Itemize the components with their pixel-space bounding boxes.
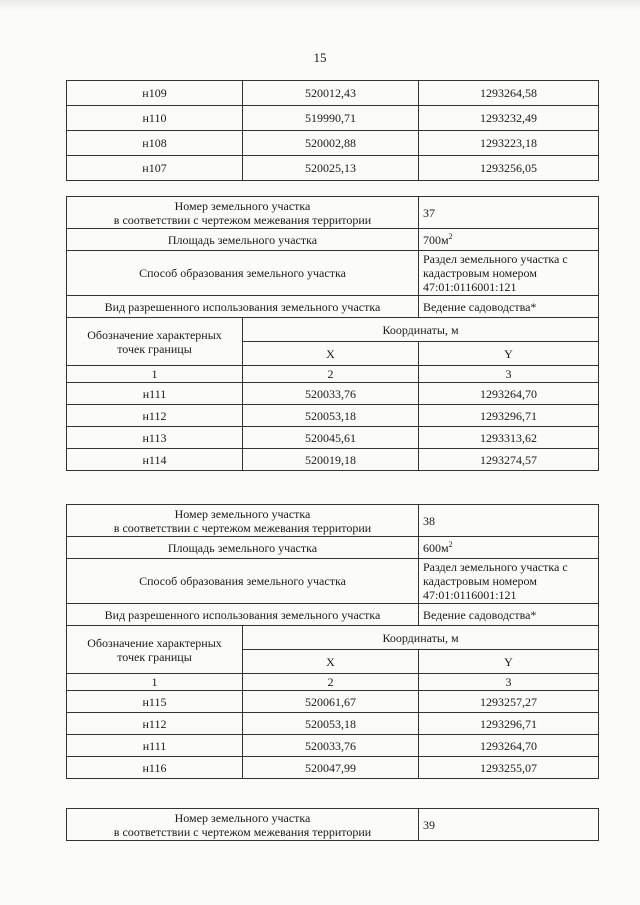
- table-row: [67, 449, 599, 471]
- x-header: X: [243, 650, 419, 674]
- x-cell: 520012,43: [243, 81, 419, 106]
- y-cell: 1293313,62: [419, 427, 599, 449]
- area-label: Площадь земельного участка: [67, 229, 419, 251]
- column-number-row: [67, 366, 599, 383]
- coordinates-table-continued: [66, 80, 599, 181]
- col-number-3: 3: [419, 366, 599, 383]
- col-number-2: 2: [243, 366, 419, 383]
- parcel-39-table: [66, 808, 599, 841]
- method-value: Раздел земельного участка с кадастровым номером 47:01:0116001:121: [419, 559, 599, 604]
- page-number: 15: [313, 50, 327, 65]
- area-label: Площадь земельного участка: [67, 537, 419, 559]
- area-row: [67, 229, 599, 251]
- y-header: Y: [419, 342, 599, 366]
- table-row: [67, 383, 599, 405]
- table-row: [67, 81, 599, 106]
- parcel-number-value: 39: [419, 809, 599, 841]
- parcel-number-row: [67, 197, 599, 229]
- parcel-number-value: 37: [419, 197, 599, 229]
- table-row: [67, 691, 599, 713]
- parcel-38-table: [66, 504, 599, 779]
- col-number-1: 1: [67, 674, 243, 691]
- y-header: Y: [419, 650, 599, 674]
- x-cell: 520033,76: [243, 735, 419, 757]
- use-value: Ведение садоводства*: [419, 296, 599, 318]
- parcel-number-value: 38: [419, 505, 599, 537]
- table-row: [67, 735, 599, 757]
- y-cell: 1293264,70: [419, 735, 599, 757]
- table-row: [67, 427, 599, 449]
- parcel-number-row: [67, 505, 599, 537]
- x-cell: 520033,76: [243, 383, 419, 405]
- y-cell: 1293257,27: [419, 691, 599, 713]
- point-cell: н113: [67, 427, 243, 449]
- table-row: [67, 106, 599, 131]
- point-cell: н115: [67, 691, 243, 713]
- coords-header: Координаты, м: [243, 626, 599, 650]
- col-number-2: 2: [243, 674, 419, 691]
- point-cell: н108: [67, 131, 243, 156]
- y-cell: 1293296,71: [419, 713, 599, 735]
- method-row: [67, 251, 599, 296]
- parcel-number-label: Номер земельного участка в соответствии с чертежом межевания территории: [67, 809, 419, 841]
- point-cell: н110: [67, 106, 243, 131]
- parcel-number-row: [67, 809, 599, 841]
- point-cell: н114: [67, 449, 243, 471]
- table-row: [67, 405, 599, 427]
- x-cell: 520053,18: [243, 713, 419, 735]
- method-value: Раздел земельного участка с кадастровым номером 47:01:0116001:121: [419, 251, 599, 296]
- parcel-number-label: Номер земельного участка в соответствии с чертежом межевания территории: [67, 505, 419, 537]
- point-cell: н112: [67, 405, 243, 427]
- x-cell: 520002,88: [243, 131, 419, 156]
- y-cell: 1293296,71: [419, 405, 599, 427]
- parcel-37-table: [66, 196, 599, 471]
- points-header: Обозначение характерных точек границы: [67, 626, 243, 674]
- points-header: Обозначение характерных точек границы: [67, 318, 243, 366]
- point-cell: н112: [67, 713, 243, 735]
- y-cell: 1293256,05: [419, 156, 599, 181]
- y-cell: 1293264,70: [419, 383, 599, 405]
- point-cell: н116: [67, 757, 243, 779]
- x-cell: 520047,99: [243, 757, 419, 779]
- point-cell: н107: [67, 156, 243, 181]
- table-row: [67, 156, 599, 181]
- table-row: [67, 757, 599, 779]
- table-row: [67, 713, 599, 735]
- column-number-row: [67, 674, 599, 691]
- method-label: Способ образования земельного участка: [67, 559, 419, 604]
- use-label: Вид разрешенного использования земельного участка: [67, 296, 419, 318]
- x-cell: 520053,18: [243, 405, 419, 427]
- method-label: Способ образования земельного участка: [67, 251, 419, 296]
- use-row: [67, 296, 599, 318]
- y-cell: 1293232,49: [419, 106, 599, 131]
- area-value: $600м^2$: [419, 537, 599, 559]
- scan-edge: [0, 0, 640, 10]
- col-number-3: 3: [419, 674, 599, 691]
- x-cell: 520019,18: [243, 449, 419, 471]
- use-value: Ведение садоводства*: [419, 604, 599, 626]
- header-row: [67, 626, 599, 650]
- area-value: $700м^2$: [419, 229, 599, 251]
- use-label: Вид разрешенного использования земельного участка: [67, 604, 419, 626]
- x-cell: 520045,61: [243, 427, 419, 449]
- x-header: X: [243, 342, 419, 366]
- point-cell: н111: [67, 735, 243, 757]
- parcel-number-label: Номер земельного участка в соответствии с чертежом межевания территории: [67, 197, 419, 229]
- point-cell: н111: [67, 383, 243, 405]
- table-row: [67, 131, 599, 156]
- y-cell: 1293255,07: [419, 757, 599, 779]
- coords-header: Координаты, м: [243, 318, 599, 342]
- use-row: [67, 604, 599, 626]
- x-cell: 519990,71: [243, 106, 419, 131]
- header-row: [67, 318, 599, 342]
- x-cell: 520061,67: [243, 691, 419, 713]
- x-cell: 520025,13: [243, 156, 419, 181]
- y-cell: 1293264,58: [419, 81, 599, 106]
- area-row: [67, 537, 599, 559]
- y-cell: 1293223,18: [419, 131, 599, 156]
- y-cell: 1293274,57: [419, 449, 599, 471]
- method-row: [67, 559, 599, 604]
- point-cell: н109: [67, 81, 243, 106]
- col-number-1: 1: [67, 366, 243, 383]
